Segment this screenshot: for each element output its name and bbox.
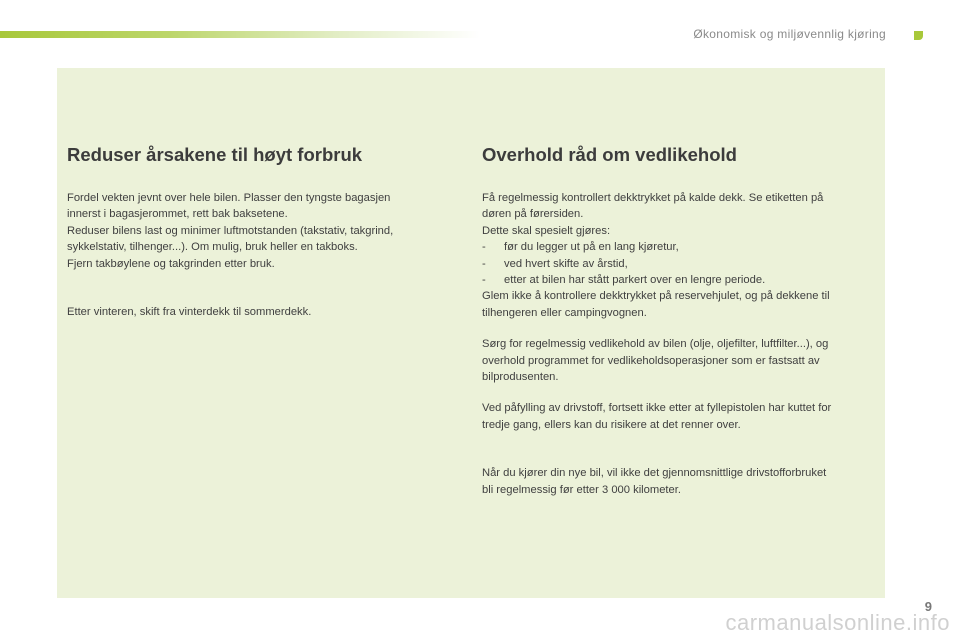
text-line: Fjern takbøylene og takgrinden etter bruk.: [67, 257, 275, 270]
text-line: sykkelstativ, tilhenger...). Om mulig, bruk heller en takboks.: [67, 241, 358, 254]
dash-icon: -: [482, 274, 486, 287]
text-line: Når du kjører din nye bil, vil ikke det gjennomsnittlige drivstofforbruket: [482, 467, 827, 480]
text-line: Sørg for regelmessig vedlikehold av bilen (olje, oljefilter, luftfilter...), og: [482, 338, 829, 351]
content-panel: [57, 68, 885, 598]
text-line: innerst i bagasjerommet, rett bak baksetene.: [67, 208, 288, 221]
text-line: overhold programmet for vedlikeholdsoperasjoner som er fastsatt av: [482, 354, 820, 367]
right-column: [482, 144, 877, 513]
dash-icon: -: [482, 241, 486, 254]
text-line: Dette skal spesielt gjøres:: [482, 224, 611, 237]
bullet-item: [482, 239, 877, 255]
right-paragraph-1: [482, 190, 877, 321]
bullet-text: før du legger ut på en lang kjøretur,: [504, 241, 679, 254]
text-line: bli regelmessig før etter 3 000 kilometer.: [482, 483, 681, 496]
header-accent-bar: [0, 31, 480, 38]
watermark: carmanualsonline.info: [725, 610, 950, 635]
text-line: tredje gang, ellers kan du risikere at det renner over.: [482, 418, 741, 431]
right-paragraph-2: [482, 336, 877, 385]
left-column: [67, 144, 447, 335]
text-line: Få regelmessig kontrollert dekktrykket på kalde dekk. Se etiketten på: [482, 192, 824, 204]
text-line: Fordel vekten jevnt over hele bilen. Plasser den tyngste bagasjen: [67, 192, 391, 204]
page-number: 9: [924, 599, 932, 614]
text-line: bilprodusenten.: [482, 371, 559, 384]
left-paragraph-1: [67, 190, 447, 272]
bullet-item: [482, 256, 877, 272]
right-heading: Overhold råd om vedlikehold: [482, 144, 737, 165]
bullet-text: etter at bilen har stått parkert over en lengre periode.: [504, 274, 766, 287]
left-heading: Reduser årsakene til høyt forbruk: [67, 144, 363, 165]
right-paragraph-3: [482, 400, 877, 433]
bullet-item: [482, 272, 877, 288]
text-line: døren på førersiden.: [482, 208, 584, 221]
chapter-marker: [914, 31, 923, 40]
chapter-title: Økonomisk og miljøvennlig kjøring: [693, 27, 886, 41]
text-line: Ved påfylling av drivstoff, fortsett ikke etter at fyllepistolen har kuttet for: [482, 402, 832, 415]
text-line: tilhengeren eller campingvognen.: [482, 306, 647, 319]
left-paragraph-2: Etter vinteren, skift fra vinterdekk til sommerdekk.: [67, 306, 312, 319]
text-line: Glem ikke å kontrollere dekktrykket på reservehjulet, og på dekkene til: [482, 290, 830, 303]
dash-icon: -: [482, 257, 486, 270]
text-line: Reduser bilens last og minimer luftmotstanden (takstativ, takgrind,: [67, 224, 394, 237]
right-paragraph-4: [482, 465, 877, 498]
bullet-text: ved hvert skifte av årstid,: [504, 257, 628, 270]
